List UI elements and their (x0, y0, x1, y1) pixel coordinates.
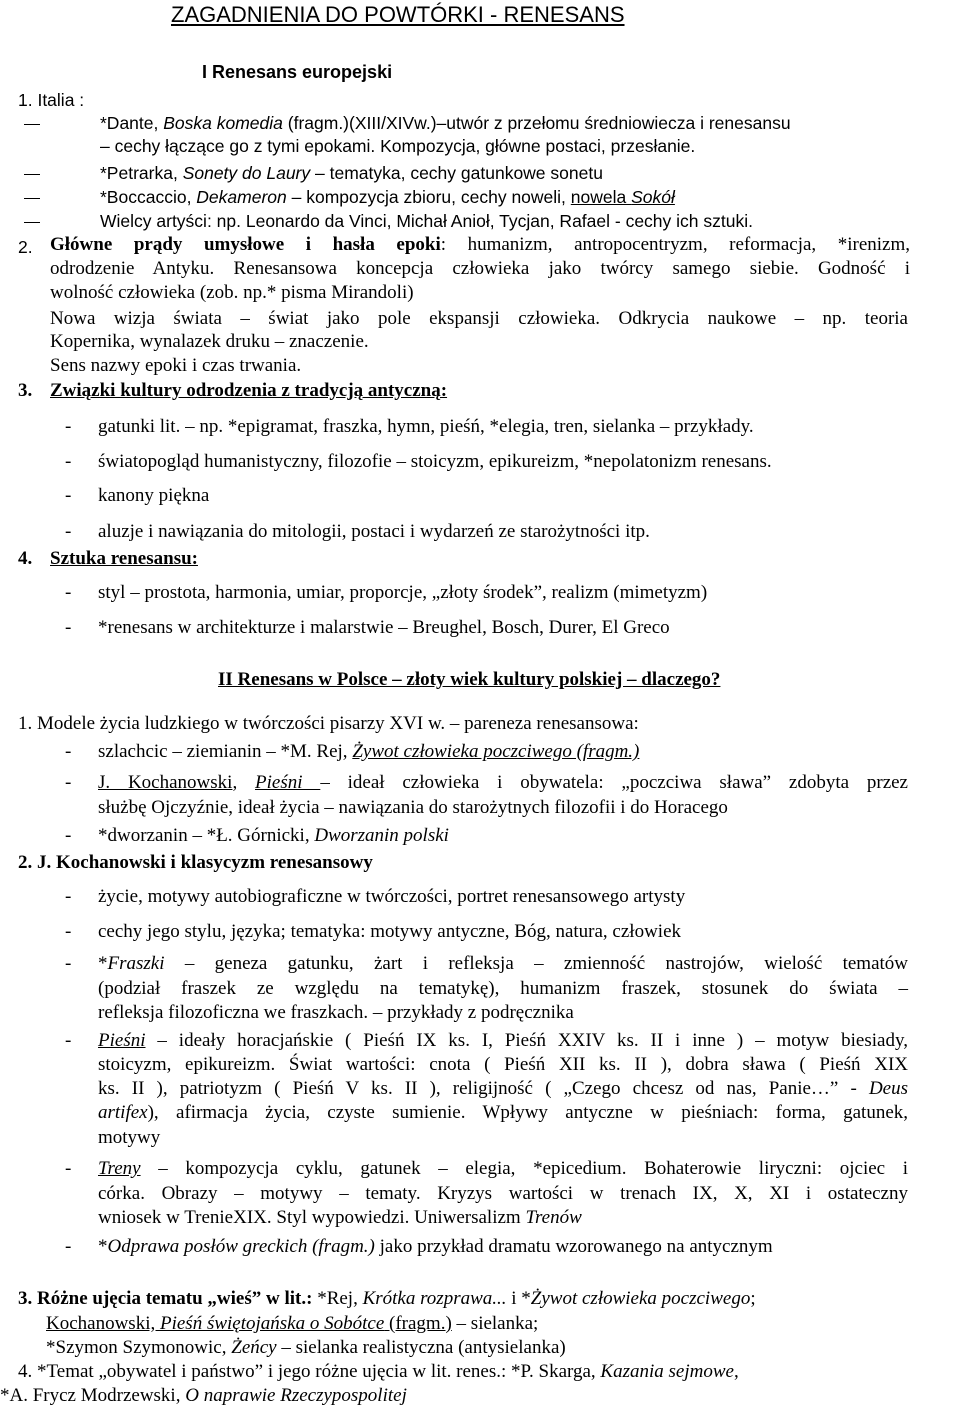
dante-line-cont: – cechy łączące go z tymi epokami. Kompozycja, główne postaci, przesłanie. (100, 136, 696, 156)
p2-item-4-line-2: *A. Frycz Modrzewski, O naprawie Rzeczypospolitej (0, 1385, 407, 1406)
item-2-line-4: Nowa wizja świata – świat jako pole ekspansji człowieka. Odkrycia naukowe – np. teoria (50, 308, 908, 329)
p2-item-1-bullet-2-cont: służbę Ojczyźnie, ideał życia – nawiązania do starożytnych filozofii i do Horacego (98, 797, 728, 818)
item-4-number: 4. (18, 548, 33, 569)
artists-line: Wielcy artyści: np. Leonardo da Vinci, Michał Anioł, Tycjan, Rafael - cechy ich sztuki. (100, 211, 753, 231)
section-heading-1: I Renesans europejski (202, 62, 393, 82)
item-2-number: 2. (18, 237, 33, 257)
p2-item-1-bullet-1: szlachcic – ziemianin – *M. Rej, Żywot człowieka poczciwego (fragm.) (98, 741, 640, 762)
bullet: - (65, 886, 72, 907)
item-3-heading: Związki kultury odrodzenia z tradycją antyczną: (50, 380, 448, 401)
page-title: ZAGADNIENIA DO POWTÓRKI - RENESANS (171, 2, 625, 27)
item-4-heading: Sztuka renesansu: (50, 548, 198, 569)
dash-marker (24, 198, 40, 199)
treny-line-3: wniosek w TrenieXIX. Styl wypowiedzi. Uniwersalizm Trenów (98, 1207, 582, 1228)
bullet: - (65, 825, 72, 846)
treny-line-2: córka. Obrazy – motywy – tematy. Kryzys wartości w trenach IX, X, XI i ostateczny (98, 1183, 908, 1204)
p2-item-4-line-1: 4. *Temat „obywatel i państwo” i jego różne ujęcia w lit. renes.: *P. Skarga, Kazania sejmowe, (18, 1361, 739, 1382)
treny-line-1: Treny – kompozycja cyklu, gatunek – elegia, *epicedium. Bohaterowie liryczni: ojciec i (98, 1158, 908, 1179)
piesni-line-4: artifex), afirmacja życia, czyste sumienie. Wpływy antyczne w pieśniach: forma, gatunek, (98, 1102, 908, 1123)
bullet: - (65, 1236, 72, 1257)
bullet: - (65, 521, 72, 542)
bullet: - (65, 953, 72, 974)
piesni-line-1: Pieśni – ideały horacjańskie ( Pieśń IX ks. I, Pieśń XXIV ks. II i inne ) – motyw biesiady, (98, 1030, 908, 1051)
bullet: - (65, 451, 72, 472)
item-4-bullet: *renesans w architekturze i malarstwie – Breughel, Bosch, Durer, El Greco (98, 617, 670, 638)
fraszki-line-1: *Fraszki – geneza gatunku, żart i refleksja – zmienność nastrojów, wielość tematów (98, 953, 908, 974)
item-2-line-3: wolność człowieka (zob. np.* pisma Mirandoli) (50, 282, 414, 303)
fraszki-line-3: refleksja filozoficzna we fraszkach. – przykłady z podręcznika (98, 1002, 574, 1023)
bullet: - (65, 921, 72, 942)
item-3-number: 3. (18, 380, 33, 401)
piesni-line-3: ks. II ), patriotyzm ( Pieśń V ks. II ), religijność ( „Czego chcesz od nas, Panie…” - Deus (98, 1078, 908, 1099)
item-1-label: 1. Italia : (18, 90, 85, 110)
p2-item-3-line-3: *Szymon Szymonowic, Żeńcy – sielanka realistyczna (antysielanka) (46, 1337, 566, 1358)
dash-marker (24, 124, 40, 125)
dante-line: *Dante, Boska komedia (fragm.)(XIII/XIVw.)–utwór z przełomu średniowiecza i renesansu (100, 113, 791, 133)
p2-item-2-heading: 2. J. Kochanowski i klasycyzm renesansowy (18, 852, 373, 873)
item-2-line-6: Sens nazwy epoki i czas trwania. (50, 355, 302, 376)
bullet: - (65, 1158, 72, 1179)
p2-item-2-bullet: cechy jego stylu, języka; tematyka: motywy antyczne, Bóg, natura, człowiek (98, 921, 681, 942)
item-2-line-5: Kopernika, wynalazek druku – znaczenie. (50, 331, 369, 352)
p2-item-1-bullet-3: *dworzanin – *Ł. Górnicki, Dworzanin polski (98, 825, 449, 846)
bullet: - (65, 485, 72, 506)
item-3-bullet: gatunki lit. – np. *epigramat, fraszka, hymn, pieśń, *elegia, tren, sielanka – przykłady. (98, 416, 754, 437)
dash-marker (24, 222, 40, 223)
p2-item-3-line-1: 3. Różne ujęcia tematu „wieś” w lit.: *Rej, Krótka rozprawa... i *Żywot człowieka poczciwego; (18, 1288, 756, 1309)
bullet: - (65, 617, 72, 638)
item-2-line-2: odrodzenie Antyku. Renesansowa koncepcja człowieka jako twórcy samego siebie. Godność i (50, 258, 910, 279)
bullet: - (65, 582, 72, 603)
item-2-line-1: Główne prądy umysłowe i hasła epoki: humanizm, antropocentryzm, reformacja, *irenizm, (50, 234, 910, 255)
bullet: - (65, 741, 72, 762)
odprawa-line: *Odprawa posłów greckich (fragm.) jako przykład dramatu wzorowanego na antycznym (98, 1236, 773, 1257)
p2-item-1-bullet-2: J. Kochanowski, Pieśni – ideał człowieka i obywatela: „poczciwa sława” zdobyta przez (98, 772, 908, 793)
fraszki-line-2: (podział fraszek ze względu na tematykę), humanizm fraszek, stosunek do świata – (98, 978, 908, 999)
section-heading-2: II Renesans w Polsce – złoty wiek kultury polskiej – dlaczego? (218, 669, 721, 690)
p2-item-2-bullet: życie, motywy autobiograficzne w twórczości, portret renesansowego artysty (98, 886, 686, 907)
bullet: - (65, 772, 72, 793)
dash-marker (24, 174, 40, 175)
bullet: - (65, 1030, 72, 1051)
boccaccio-line: *Boccaccio, Dekameron – kompozycja zbioru, cechy noweli, nowela Sokół (100, 187, 675, 207)
item-3-bullet: światopogląd humanistyczny, filozofie – stoicyzm, epikureizm, *nepolatonizm renesans. (98, 451, 772, 472)
item-3-bullet: kanony piękna (98, 485, 210, 506)
p2-item-1: 1. Modele życia ludzkiego w twórczości pisarzy XVI w. – pareneza renesansowa: (18, 713, 639, 734)
bullet: - (65, 416, 72, 437)
piesni-line-5: motywy (98, 1127, 161, 1148)
item-3-bullet: aluzje i nawiązania do mitologii, postaci i wydarzeń ze starożytności itp. (98, 521, 650, 542)
piesni-line-2: stoicyzm, epikureizm. Świat wartości: cnota ( Pieśń XII ks. II ), dobra sława ( Pieśń XIX (98, 1054, 908, 1075)
p2-item-3-line-2: Kochanowski, Pieśń świętojańska o Sobótce (fragm.) – sielanka; (46, 1313, 539, 1334)
petrarka-line: *Petrarka, Sonety do Laury – tematyka, cechy gatunkowe sonetu (100, 163, 603, 183)
item-4-bullet: styl – prostota, harmonia, umiar, proporcje, „złoty środek”, realizm (mimetyzm) (98, 582, 708, 603)
